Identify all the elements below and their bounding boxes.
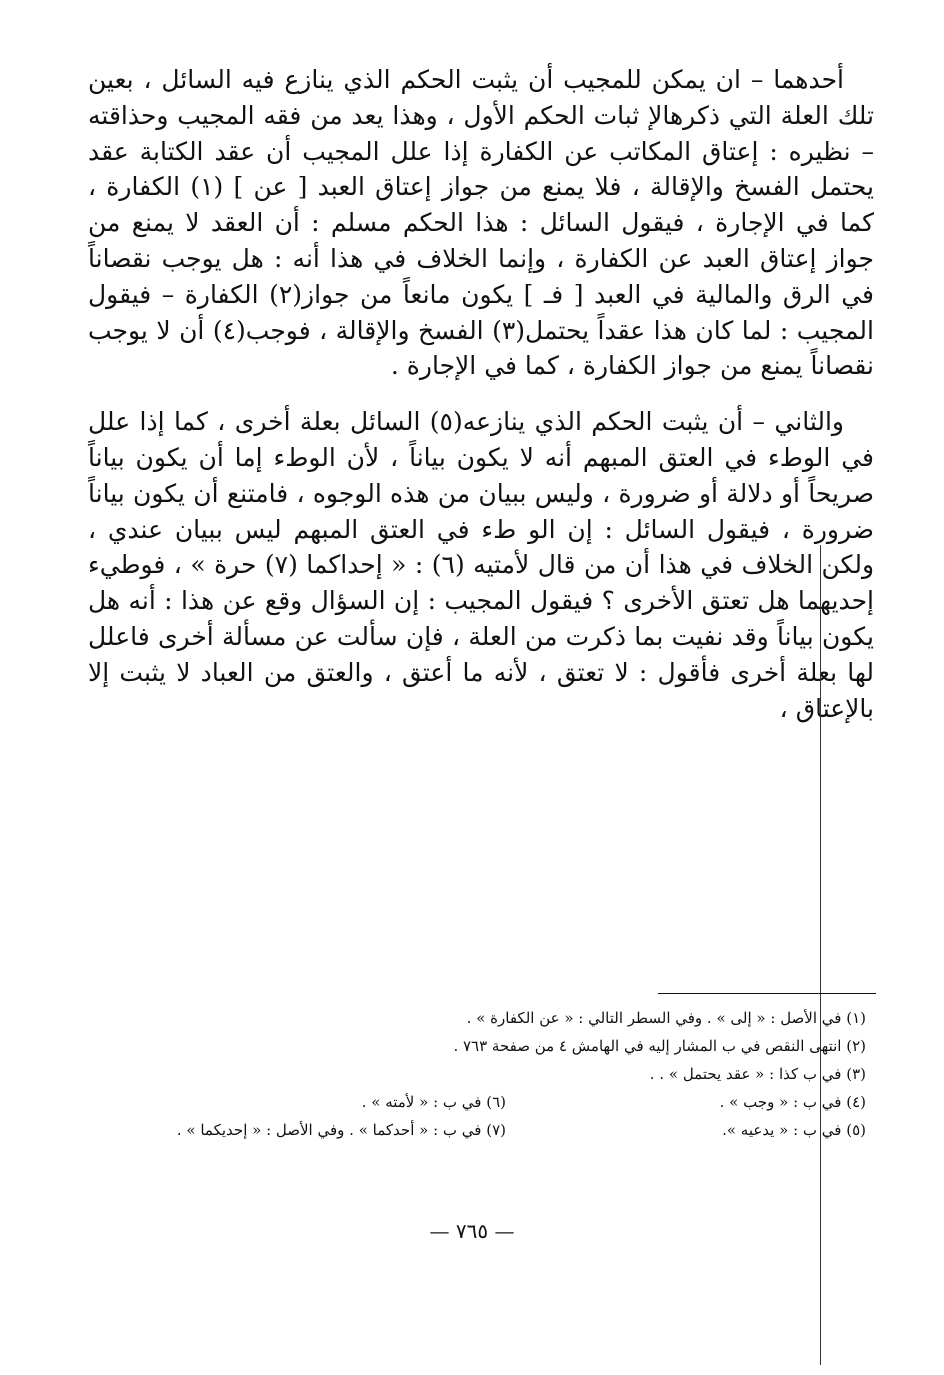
paragraph-second: والثاني – أن يثبت الحكم الذي ينازعه(٥) السائل بعلة أخرى ، كما إذا علل في الوطء في العتق المبهم أنه لا يكون بياناً ، لأن الوطء إما أن يكون بياناً صريحاً أو دلالة أو ضرورة ، وليس ببيان من هذه الوجوه ، فامتنع أن يكون بياناً ضرورة ، فيقول السائل : إن الو طء في العتق المبهم ليس ببيان عندي ، ولكن الخلاف في هذا أن من قال لأمتيه (٦) : « إحداكما (٧) حرة » ، فوطيء إحديهما هل تعتق الأخرى ؟ فيقول المجيب : إن السؤال وقع عن هذا : أنه هل يكون بياناً وقد نفيت بما ذكرت من العلة ، فإن سألت عن مسألة أخرى فاعلل لها بعلة أخرى فأقول : لا تعتق ، لأنه ما أعتق ، والعتق من العباد لا يثبت إلا بالإعتاق ، <box>88 407 875 723</box>
footnote-4: (٤) في ب : « وجب » . <box>719 1093 866 1111</box>
footnote-1: (١) في الأصل : « إلى » . وفي السطر التالي : « عن الكفارة » . <box>466 1009 866 1027</box>
footnote-3: (٣) في ب كذا : « عقد يحتمل » . . <box>649 1065 866 1083</box>
footnote-2: (٢) انتهى النقص في ب المشار إليه في الهامش ٤ من صفحة ٧٦٣ . <box>453 1037 866 1055</box>
footnote-separator <box>658 993 876 994</box>
paragraph-first: أحدهما – ان يمكن للمجيب أن يثبت الحكم الذي ينازع فيه السائل ، بعين تلك العلة التي ذكرهالإ ثبات الحكم الأول ، وهذا يعد من فقه المجيب وحذاقته – نظيره : إعتاق المكاتب عن الكفارة إذا علل المجيب أن عقد الكتابة عقد يحتمل الفسخ والإقالة ، فلا يمنع من جواز إعتاق العبد [ عن ] (١) الكفارة ، كما في الإجارة ، فيقول السائل : هذا الحكم مسلم : أن العقد لا يمنع من جواز إعتاق العبد عن الكفارة ، وإنما الخلاف في هذا أنه : هل يوجب نقصاناً في الرق والمالية في العبد [ فـ ] يكون مانعاً من جواز(٢) الكفارة – فيقول المجيب : لما كان هذا عقداً يحتمل(٣) الفسخ والإقالة ، فوجب(٤) أن لا يوجب نقصاناً يمنع من جواز الكفارة ، كما في الإجارة . <box>88 65 874 381</box>
footnote-row <box>96 1004 866 1032</box>
footnote-5: (٥) في ب : « يدعيه ». <box>722 1121 866 1139</box>
footnote-row <box>96 1088 866 1116</box>
footnote-7: (٧) في ب : « أحدكما » . وفي الأصل : « إحديكما » . <box>176 1121 506 1139</box>
footnote-row <box>96 1060 866 1088</box>
page-number: — ٧٦٥ — <box>429 1219 515 1243</box>
main-text <box>88 62 874 726</box>
footnotes <box>96 1004 866 1144</box>
footnote-6: (٦) في ب : « لأمته » . <box>361 1093 506 1111</box>
footnote-row <box>96 1116 866 1144</box>
footnote-row <box>96 1032 866 1060</box>
